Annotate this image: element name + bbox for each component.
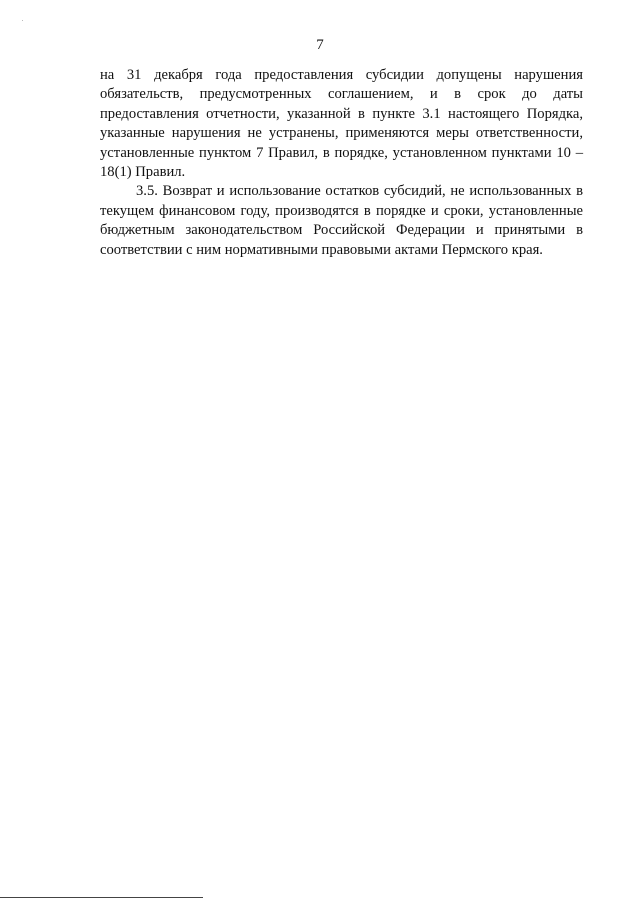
- scan-dot: [22, 20, 23, 21]
- paragraph-3-5: 3.5. Возврат и использование остатков субсидий, не использованных в текущем финансовом году, производятся в порядке и сроки, установленные бюджетным законодательством Российской Федерации и принятыми в соответствии с ним нормативными правовыми актами Пермского края.: [100, 183, 583, 258]
- document-body: [100, 66, 583, 260]
- paragraph-continuation: на 31 декабря года предоставления субсидии допущены нарушения обязательств, предусмотренных соглашением, и в срок до даты предоставления отчетности, указанной в пункте 3.1 настоящего Порядка, указанные нарушения не устранены, применяются меры ответственности, установленные пунктом 7 Правил, в порядке, установленном пунктами 10 – 18(1) Правил.: [100, 67, 583, 181]
- footer-rule: [0, 897, 203, 898]
- page-number: 7: [316, 37, 324, 53]
